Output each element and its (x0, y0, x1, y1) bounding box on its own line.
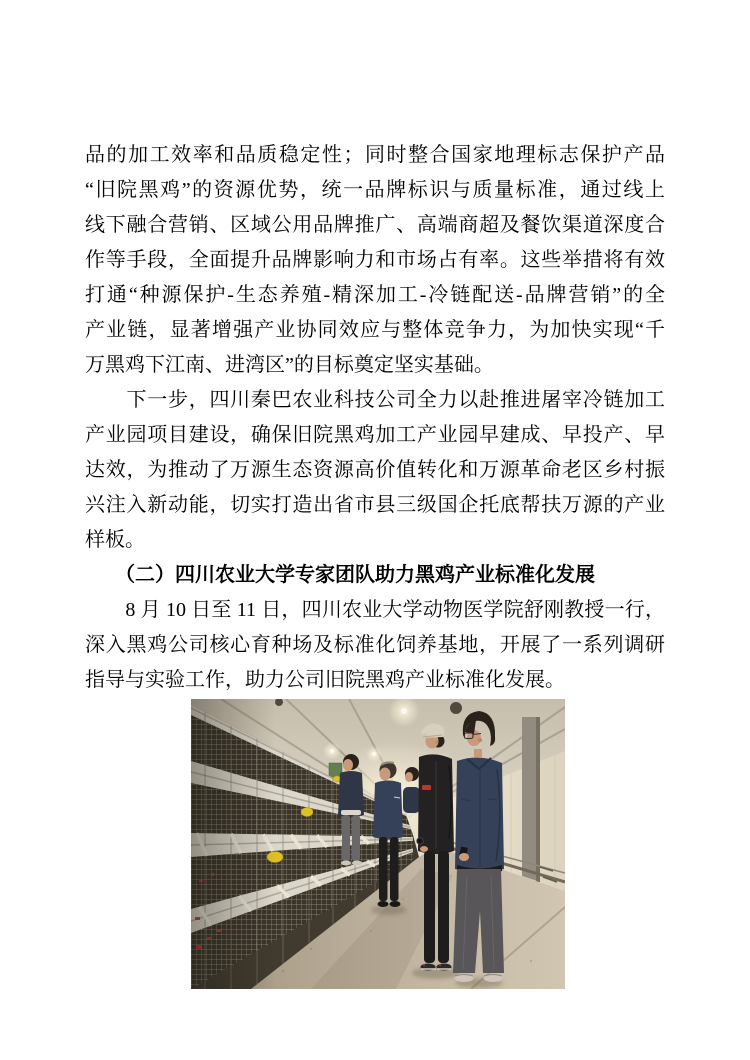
para-sicau-visit (85, 593, 665, 698)
text-line: 样板。 (85, 529, 145, 551)
text-line: 产业园项目建设，确保旧院黑鸡加工产业园早建成、早投产、早 (85, 424, 665, 446)
text-line: “旧院黑鸡”的资源优势，统一品牌标识与质量标准，通过线上 (85, 179, 665, 201)
text-line: 深入黑鸡公司核心育种场及标准化饲养基地，开展了一系列调研 (85, 634, 665, 656)
para-next-step (85, 383, 665, 558)
para-brand-integration (85, 138, 665, 383)
text-line: 打通“种源保护-生态养殖-精深加工-冷链配送-品牌营销”的全 (85, 284, 665, 306)
text-line: （二）四川农业大学专家团队助力黑鸡产业标准化发展 (85, 564, 595, 586)
text-line: 万黑鸡下江南、进湾区”的目标奠定坚实基础。 (85, 354, 494, 376)
heading-section-2 (85, 558, 665, 593)
text-line: 作等手段，全面提升品牌影响力和市场占有率。这些举措将有效 (85, 249, 665, 271)
document-body (85, 138, 665, 698)
text-line: 产业链，显著增强产业协同效应与整体竞争力，为加快实现“千 (85, 319, 665, 341)
text-line: 线下融合营销、区域公用品牌推广、高端商超及餐饮渠道深度合 (85, 214, 665, 236)
text-line: 兴注入新动能，切实打造出省市县三级国企托底帮扶万源的产业 (85, 494, 665, 516)
warm-tone-overlay (191, 699, 565, 989)
text-line: 指导与实验工作，助力公司旧院黑鸡产业标准化发展。 (85, 669, 565, 691)
inspection-photo-illustration (191, 699, 565, 989)
inspection-photo (191, 699, 565, 989)
text-line: 下一步，四川秦巴农业科技公司全力以赴推进屠宰冷链加工 (85, 389, 665, 411)
text-line: 达效，为推动了万源生态资源高价值转化和万源革命老区乡村振 (85, 459, 665, 481)
text-line: 品的加工效率和品质稳定性；同时整合国家地理标志保护产品 (85, 144, 665, 166)
text-line: 8 月 10 日至 11 日，四川农业大学动物医学院舒刚教授一行， (85, 599, 665, 621)
